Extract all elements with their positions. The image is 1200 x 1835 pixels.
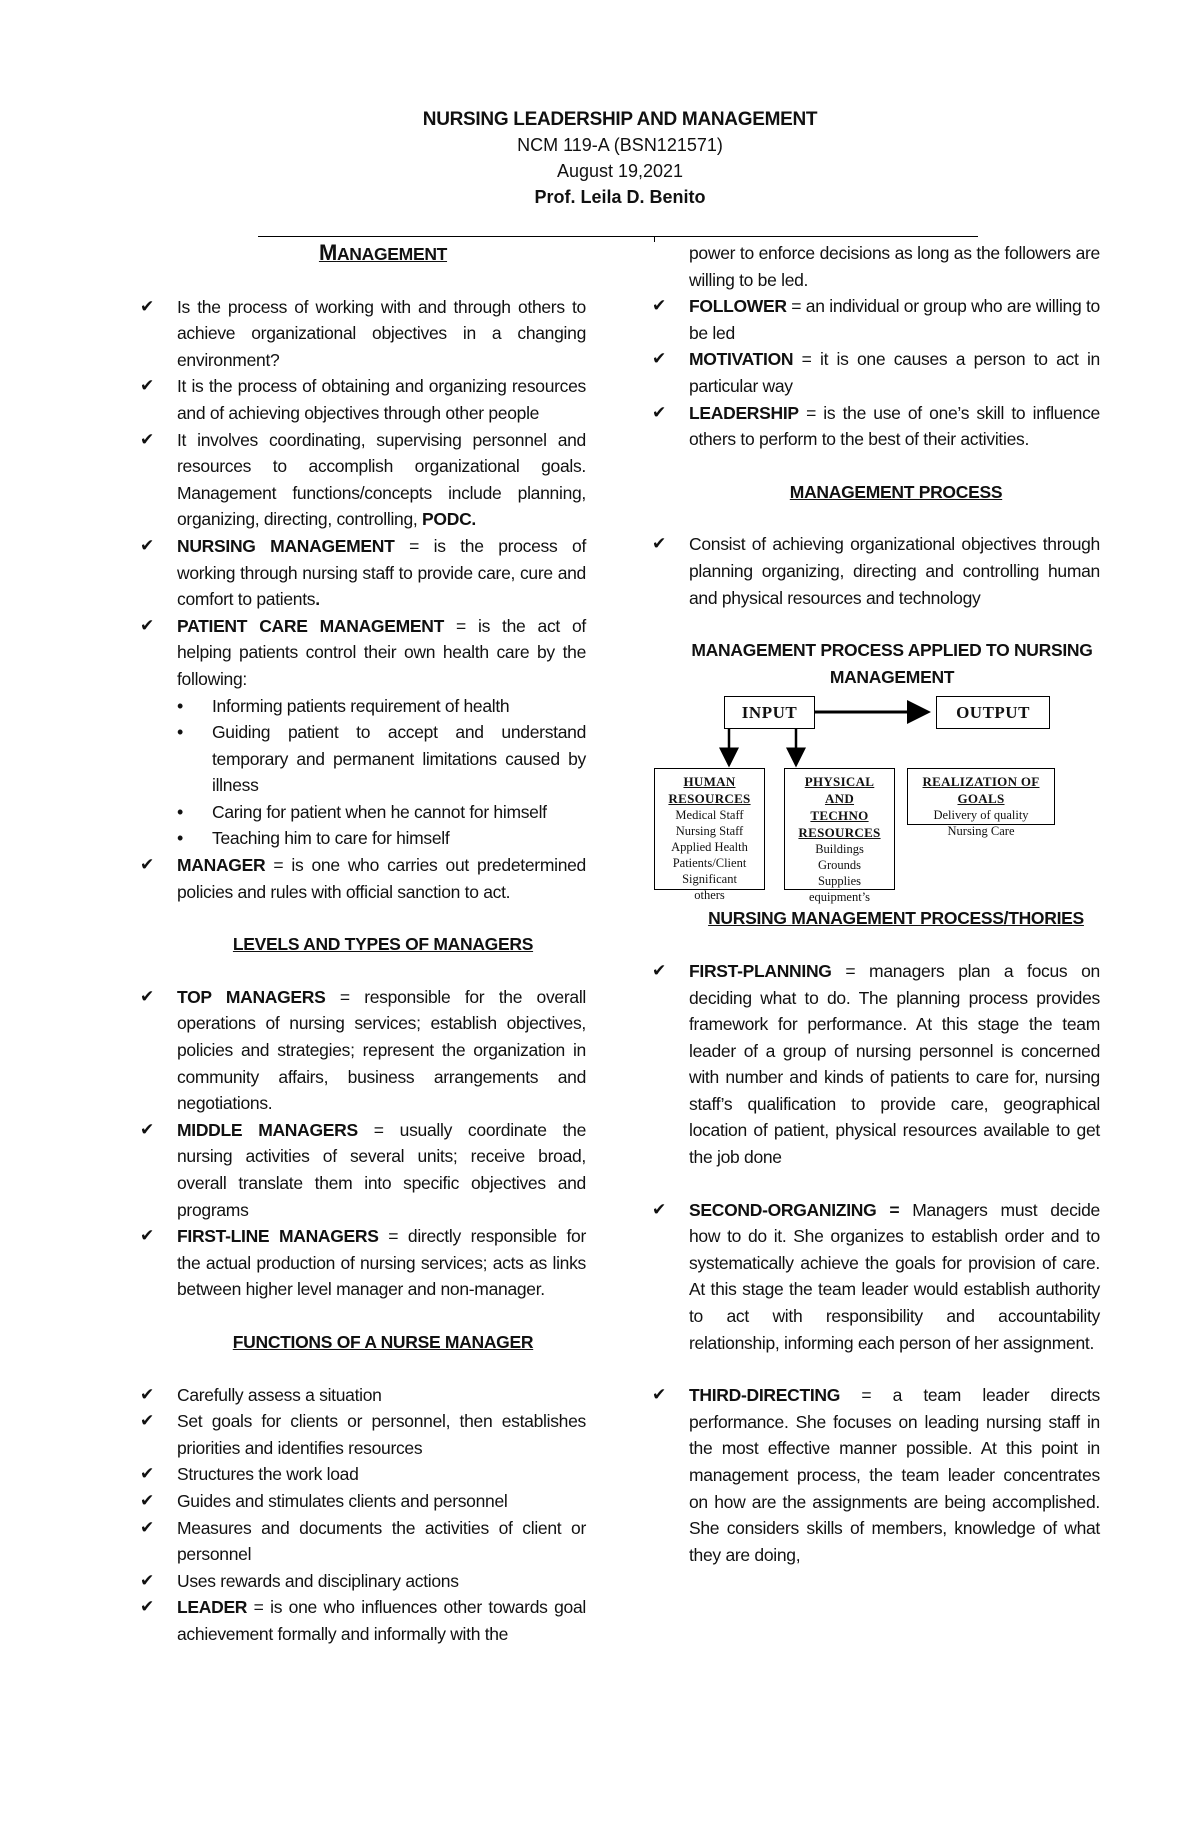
patient-care-bullets bbox=[177, 693, 586, 853]
document-title: NURSING LEADERSHIP AND MANAGEMENT bbox=[422, 109, 818, 130]
output-box: OUTPUT bbox=[936, 696, 1050, 729]
list-item: ✔ NURSING MANAGEMENT = is the process of working through nursing staff to provide care, cure and comfort to patients. bbox=[140, 533, 586, 613]
list-item: ✔ MOTIVATION = it is one causes a person to act in particular way bbox=[652, 346, 1100, 399]
levels-list bbox=[140, 984, 586, 1303]
list-item: ✔ SECOND-ORGANIZING = Managers must decide how to do it. She organizes to establish order and to systematically achieve the goals for provision of care. At this stage the team leader would establish authority to act with responsibility and accountability relationship, informing each person of her assignment. bbox=[652, 1197, 1100, 1357]
left-column bbox=[140, 240, 586, 1648]
functions-heading: FUNCTIONS OF A NURSE MANAGER bbox=[232, 1331, 534, 1352]
header-divider bbox=[258, 236, 978, 237]
leader-continued: power to enforce decisions as long as the followers are willing to be led. bbox=[689, 243, 1100, 290]
bullet-item: • Teaching him to care for himself bbox=[177, 825, 586, 852]
list-item: ✔ PATIENT CARE MANAGEMENT = is the act of helping patients control their own health care by the following: • Informing patients requirement of health • Guiding patient to accept and understand temporary and permanent limitations caused by illness • Caring for patient when he cannot for himself • Teaching him to care for himself bbox=[140, 613, 586, 852]
management-process-diagram bbox=[644, 690, 1114, 905]
list-item: ✔ Measures and documents the activities of client or personnel bbox=[140, 1515, 586, 1568]
document-header bbox=[0, 108, 1200, 210]
list-item: ✔ FOLLOWER = an individual or group who are willing to be led bbox=[652, 293, 1100, 346]
theories-list-2 bbox=[652, 1197, 1100, 1357]
theories-list-3 bbox=[652, 1382, 1100, 1568]
right-column bbox=[652, 240, 1100, 1568]
theories-heading: NURSING MANAGEMENT PROCESS/THORIES bbox=[708, 908, 1084, 929]
list-item: ✔ LEADERSHIP = is the use of one’s skill to influence others to perform to the best of their activities. bbox=[652, 400, 1100, 453]
bullet-item: • Guiding patient to accept and understand temporary and permanent limitations caused by illness bbox=[177, 719, 586, 799]
management-heading: MANAGEMENT bbox=[318, 240, 448, 265]
bullet-item: • Informing patients requirement of health bbox=[177, 693, 586, 720]
course-code: NCM 119-A (BSN121571) bbox=[517, 135, 723, 155]
list-item: ✔ MANAGER = is one who carries out predetermined policies and rules with official sanction to act. bbox=[140, 852, 586, 905]
process-list bbox=[652, 531, 1100, 611]
list-item: ✔ Carefully assess a situation bbox=[140, 1382, 586, 1409]
physical-resources-box: PHYSICAL AND TECHNO RESOURCES Buildings Grounds Supplies equipment’s bbox=[784, 768, 895, 890]
list-item: ✔ Guides and stimulates clients and personnel bbox=[140, 1488, 586, 1515]
functions-list bbox=[140, 1382, 586, 1648]
levels-heading: LEVELS AND TYPES OF MANAGERS bbox=[232, 934, 534, 955]
applied-heading: MANAGEMENT PROCESS APPLIED TO NURSING MANAGEMENT bbox=[691, 640, 1093, 687]
management-process-heading: MANAGEMENT PROCESS bbox=[789, 481, 1003, 502]
list-item: ✔ It is the process of obtaining and organizing resources and of achieving objectives through other people bbox=[140, 373, 586, 426]
input-box: INPUT bbox=[724, 696, 815, 729]
list-item: ✔ Is the process of working with and through others to achieve organizational objectives in a changing environment? bbox=[140, 294, 586, 374]
list-item: ✔ Structures the work load bbox=[140, 1461, 586, 1488]
list-item: ✔ FIRST-PLANNING = managers plan a focus on deciding what to do. The planning process provides framework for performance. At this stage the team leader of a group of nursing personnel is concerned with number and kinds of patients to care for, nursing staff’s qualification to provide care, geographical location of patient, physical resources available to get the job done bbox=[652, 958, 1100, 1171]
list-item: ✔ FIRST-LINE MANAGERS = directly responsible for the actual production of nursing services; acts as links between higher level manager and non-manager. bbox=[140, 1223, 586, 1303]
list-item: ✔ Consist of achieving organizational objectives through planning organizing, directing and controlling human and physical resources and technology bbox=[652, 531, 1100, 611]
professor-name: Prof. Leila D. Benito bbox=[534, 187, 706, 207]
human-resources-box: HUMAN RESOURCES Medical Staff Nursing Staff Applied Health Patients/Client Significant others bbox=[654, 768, 765, 890]
realization-goals-box: REALIZATION OF GOALS Delivery of quality Nursing Care bbox=[907, 768, 1055, 825]
bullet-item: • Caring for patient when he cannot for himself bbox=[177, 799, 586, 826]
definitions-list bbox=[652, 293, 1100, 453]
list-item: ✔ MIDDLE MANAGERS = usually coordinate the nursing activities of several units; receive broad, overall translate them into specific objectives and programs bbox=[140, 1117, 586, 1223]
list-item: ✔ Uses rewards and disciplinary actions bbox=[140, 1568, 586, 1595]
theories-list bbox=[652, 958, 1100, 1171]
list-item: ✔ It involves coordinating, supervising personnel and resources to accomplish organizational goals. Management functions/concepts include planning, organizing, directing, controlling, PODC. bbox=[140, 427, 586, 533]
list-item: ✔ LEADER = is one who influences other towards goal achievement formally and informally with the bbox=[140, 1594, 586, 1647]
list-item: ✔ THIRD-DIRECTING = a team leader directs performance. She focuses on leading nursing staff in the most effective manner possible. At this point in management process, the team leader concentrates on how are the assignments are being accomplished. She considers skills of members, knowledge of what they are doing, bbox=[652, 1382, 1100, 1568]
list-item: ✔ TOP MANAGERS = responsible for the overall operations of nursing services; establish objectives, policies and strategies; represent the organization in community affairs, business arrangements and negotiations. bbox=[140, 984, 586, 1117]
document-date: August 19,2021 bbox=[556, 161, 684, 181]
management-list bbox=[140, 294, 586, 906]
list-item: ✔ Set goals for clients or personnel, then establishes priorities and identifies resources bbox=[140, 1408, 586, 1461]
